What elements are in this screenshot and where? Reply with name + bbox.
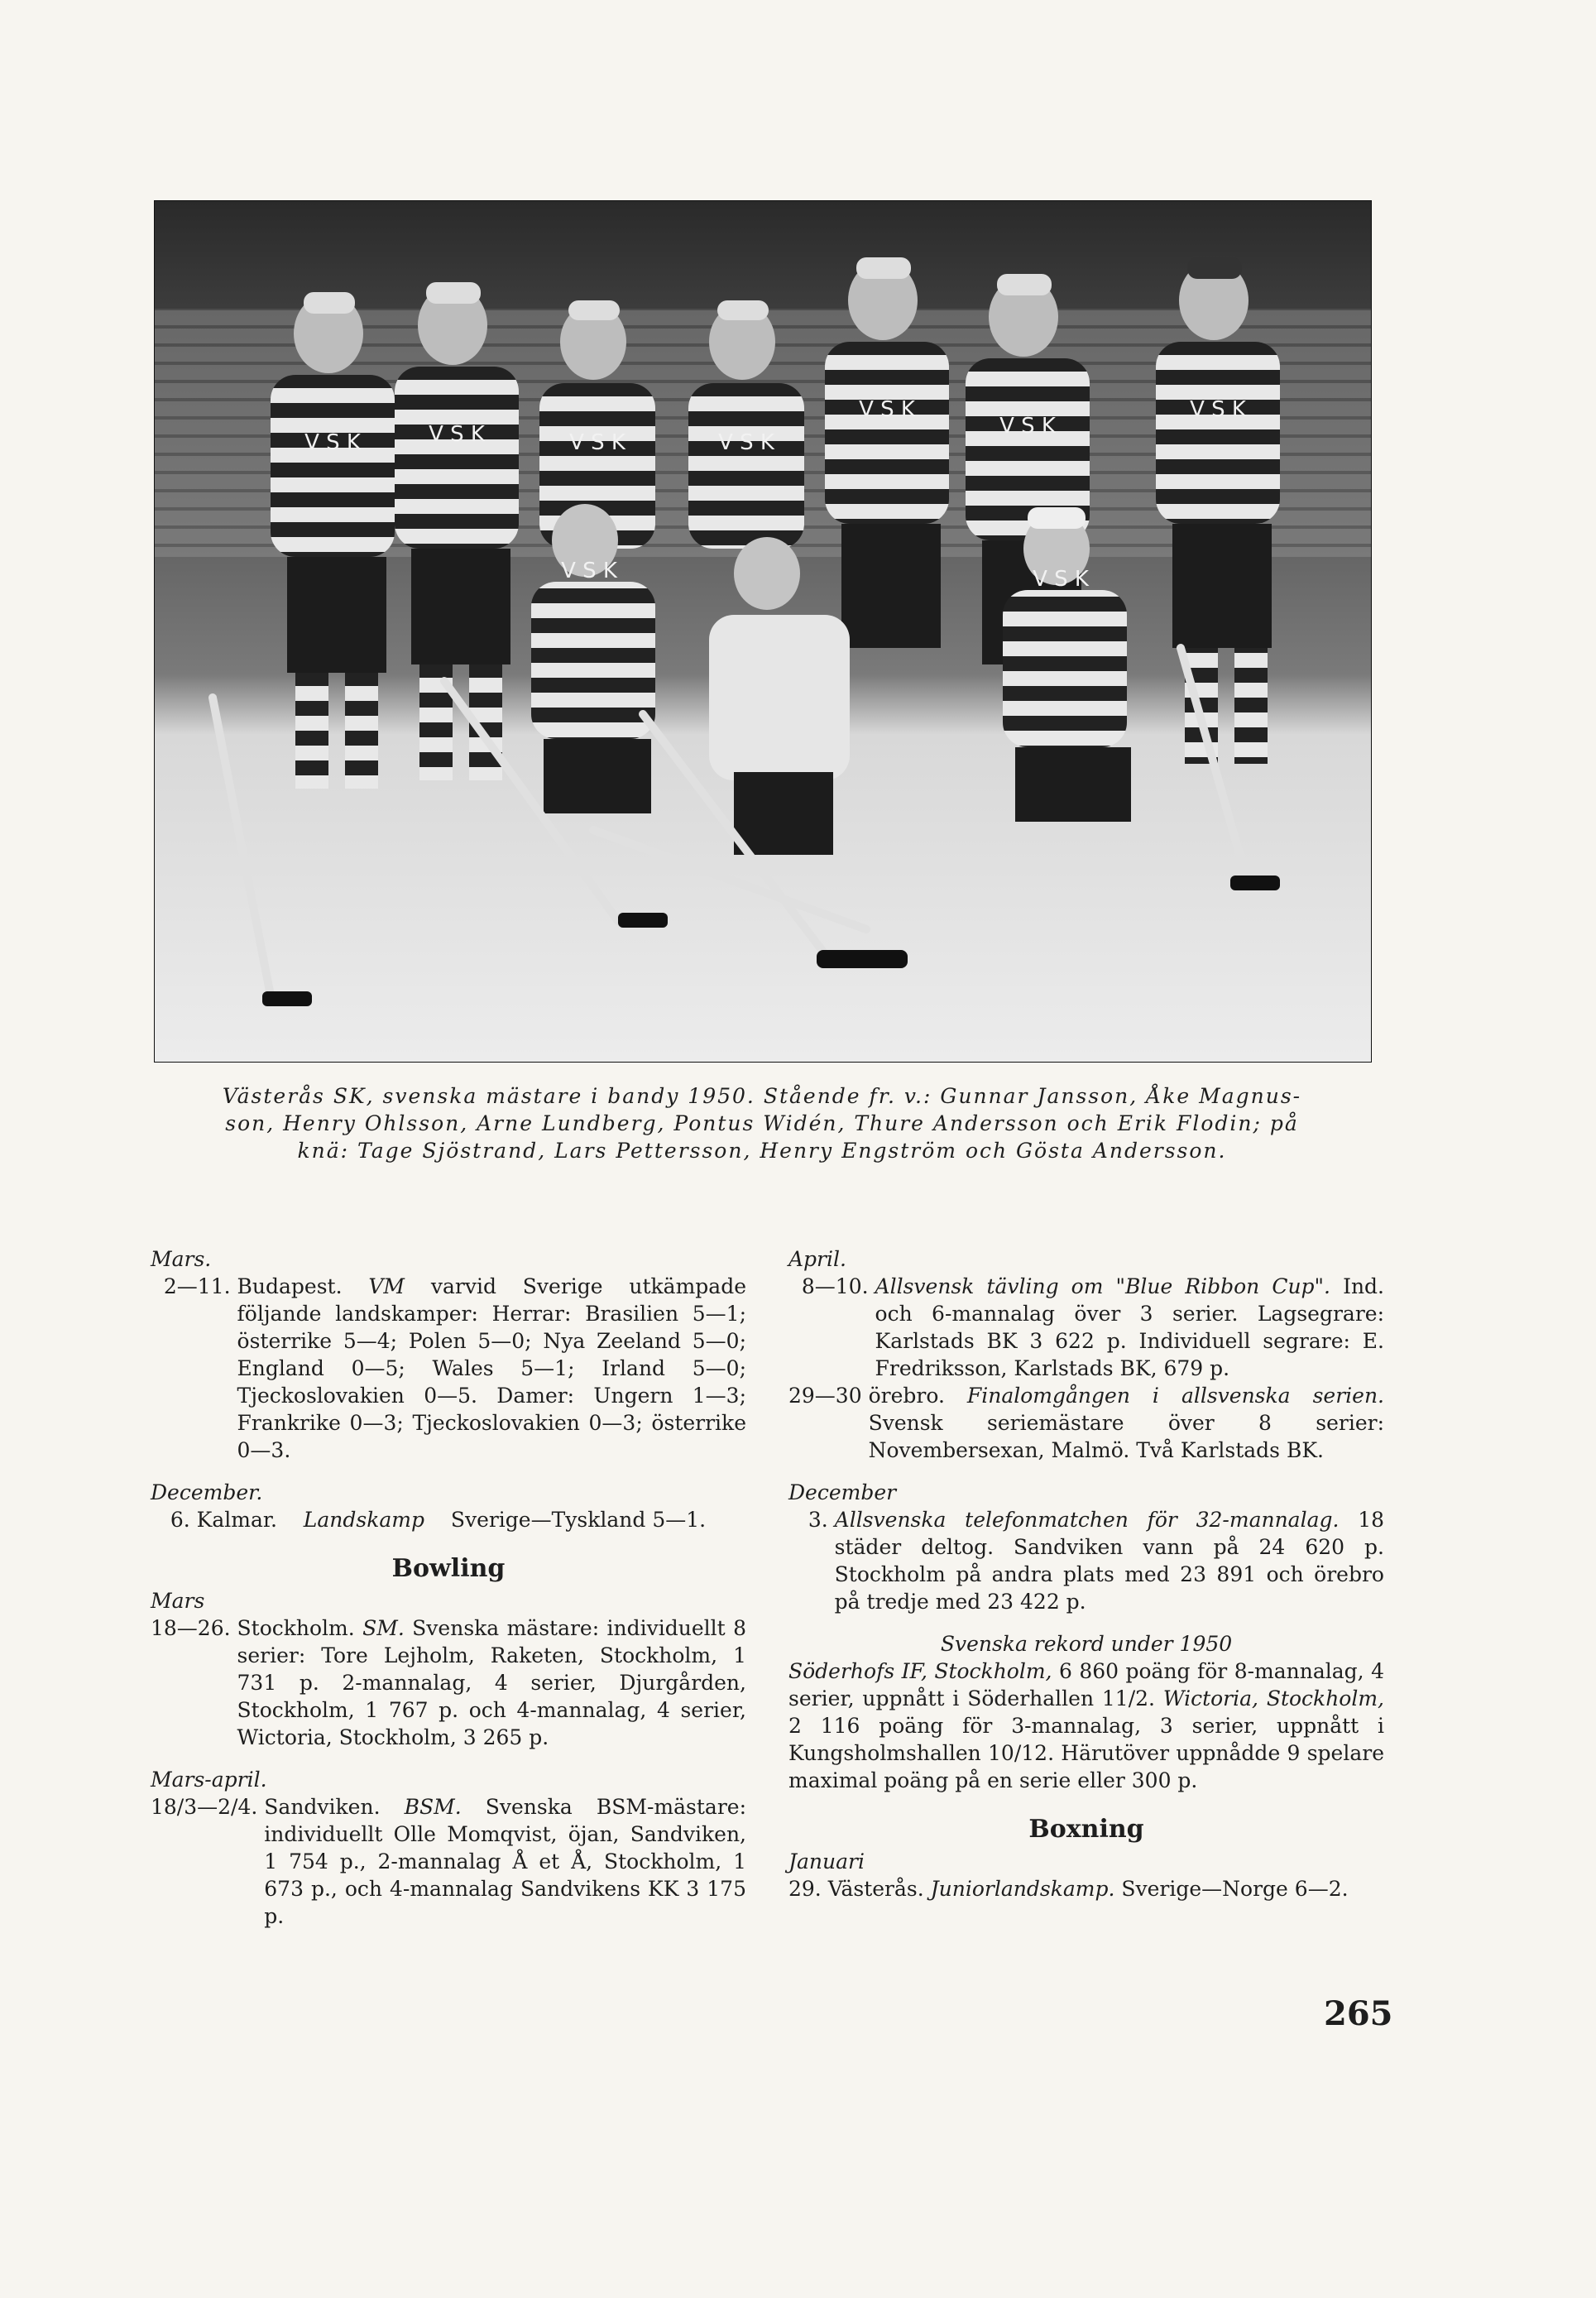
jersey-letters: V S K bbox=[561, 559, 617, 583]
section-heading-boxning: Boxning bbox=[1028, 1815, 1144, 1844]
right-column bbox=[788, 1245, 1384, 1902]
list-item bbox=[151, 1793, 746, 1930]
entry-date: 8—10. bbox=[801, 1274, 869, 1298]
entry-text: Stockholm. SM. Svenska mästare: individuellt 8 serier: Tore Lejholm, Raketen, Stockholm, 1 731 p. 2-mannalag, 4 serier, Djurgården, Stockholm, 1 767 p. och 4-mannalag, 4 serier, Wictoria, Stockholm, 3 265 p. bbox=[237, 1616, 746, 1749]
jersey-letters: V S K bbox=[718, 430, 774, 455]
photo-caption bbox=[154, 1082, 1370, 1164]
jersey-letters: V S K bbox=[1033, 567, 1089, 592]
entry-text: Allsvenska telefonmatchen för 32-mannalag. 18 städer deltog. Sandviken vann på 24 620 p. Stockholm på andra plats med 23 891 och örebro på tredje med 23 422 p. bbox=[834, 1508, 1384, 1614]
team-photo bbox=[154, 200, 1372, 1063]
caption-line: knä: Tage Sjöstrand, Lars Pettersson, Henry Engström och Gösta Andersson. bbox=[297, 1139, 1227, 1163]
entry-date: 18/3—2/4. bbox=[151, 1795, 258, 1819]
list-item bbox=[151, 1506, 746, 1533]
records-text: Söderhofs IF, Stockholm, 6 860 poäng för 8-mannalag, 4 serier, uppnått i Söderhallen 11/2. Wictoria, Stockholm, 2 116 poäng för 3-mannalag, 3 serier, uppnått i Kungsholmshallen 10/12. Härutöver uppnådde 9 spelare maximal poäng på en serie eller 300 p. bbox=[788, 1659, 1384, 1792]
entry-text: Västerås. Juniorlandskamp. Sverige—Norge 6—2. bbox=[827, 1877, 1349, 1901]
jersey-letters: V S K bbox=[304, 430, 361, 455]
month-heading: Januari bbox=[788, 1849, 865, 1873]
entry-text: Budapest. VM varvid Sverige utkämpade följande landskamper: Herrar: Brasilien 5—1; österrike 5—4; Polen 5—0; Nya Zeeland 5—0; England 0—5; Wales 5—1; Irland 5—0; Tjeckoslovakien 0—5. Damer: Ungern 1—3; Frankrike 0—3; Tjeckoslovakien 0—3; österrike 0—3. bbox=[237, 1274, 746, 1462]
month-heading: April. bbox=[788, 1247, 846, 1271]
section-heading-bowling: Bowling bbox=[391, 1554, 506, 1583]
month-heading: Mars. bbox=[151, 1247, 212, 1271]
caption-line: Västerås SK, svenska mästare i bandy 1950. Stående fr. v.: Gunnar Jansson, Åke Magnus- bbox=[222, 1084, 1302, 1108]
caption-line: son, Henry Ohlsson, Arne Lundberg, Pontus Widén, Thure Andersson och Erik Flodin; på bbox=[225, 1111, 1299, 1135]
jersey-letters: V S K bbox=[429, 422, 485, 447]
list-item bbox=[788, 1273, 1384, 1382]
left-column bbox=[151, 1245, 746, 1930]
team-photo-illustration bbox=[155, 201, 1371, 1062]
month-heading: December bbox=[788, 1480, 897, 1504]
page-number: 265 bbox=[1324, 1994, 1393, 2033]
jersey-letters: V S K bbox=[859, 397, 915, 422]
entry-date: 2—11. bbox=[163, 1274, 231, 1298]
jersey-letters: V S K bbox=[569, 430, 625, 455]
entry-date: 18—26. bbox=[151, 1616, 231, 1640]
jersey-letters: V S K bbox=[1190, 397, 1246, 422]
list-item bbox=[151, 1614, 746, 1751]
month-heading: Mars bbox=[151, 1589, 205, 1613]
entry-date: 29—30 bbox=[788, 1384, 862, 1408]
entry-date: 6. bbox=[170, 1508, 190, 1532]
records-heading: Svenska rekord under 1950 bbox=[940, 1632, 1233, 1656]
jersey-letters: V S K bbox=[999, 414, 1056, 439]
entry-text: Allsvensk tävling om "Blue Ribbon Cup". Ind. och 6-mannalag över 3 serier. Lagsegrare: Karlstads BK 3 622 p. Individuell segrare: E. Fredriksson, Karlstads BK, 679 p. bbox=[875, 1274, 1384, 1380]
entry-date: 29. bbox=[788, 1877, 822, 1901]
list-item bbox=[788, 1506, 1384, 1615]
entry-date: 3. bbox=[808, 1508, 828, 1532]
list-item bbox=[788, 1875, 1384, 1902]
entry-text: örebro. Finalomgången i allsvenska serien. Svensk seriemästare över 8 serier: Novembersexan, Malmö. Två Karlstads BK. bbox=[868, 1384, 1384, 1462]
entry-text: Sandviken. BSM. Svenska BSM-mästare: individuellt Olle Momqvist, öjan, Sandviken, 1 754 p., 2-mannalag Å et Å, Stockholm, 1 673 p., och 4-mannalag Sandvikens KK 3 175 p. bbox=[264, 1795, 746, 1928]
month-heading: Mars-april. bbox=[151, 1768, 267, 1792]
entry-text: Kalmar. Landskamp Sverige—Tyskland 5—1. bbox=[196, 1508, 707, 1532]
month-heading: December. bbox=[151, 1480, 263, 1504]
list-item bbox=[151, 1273, 746, 1464]
list-item bbox=[788, 1382, 1384, 1464]
